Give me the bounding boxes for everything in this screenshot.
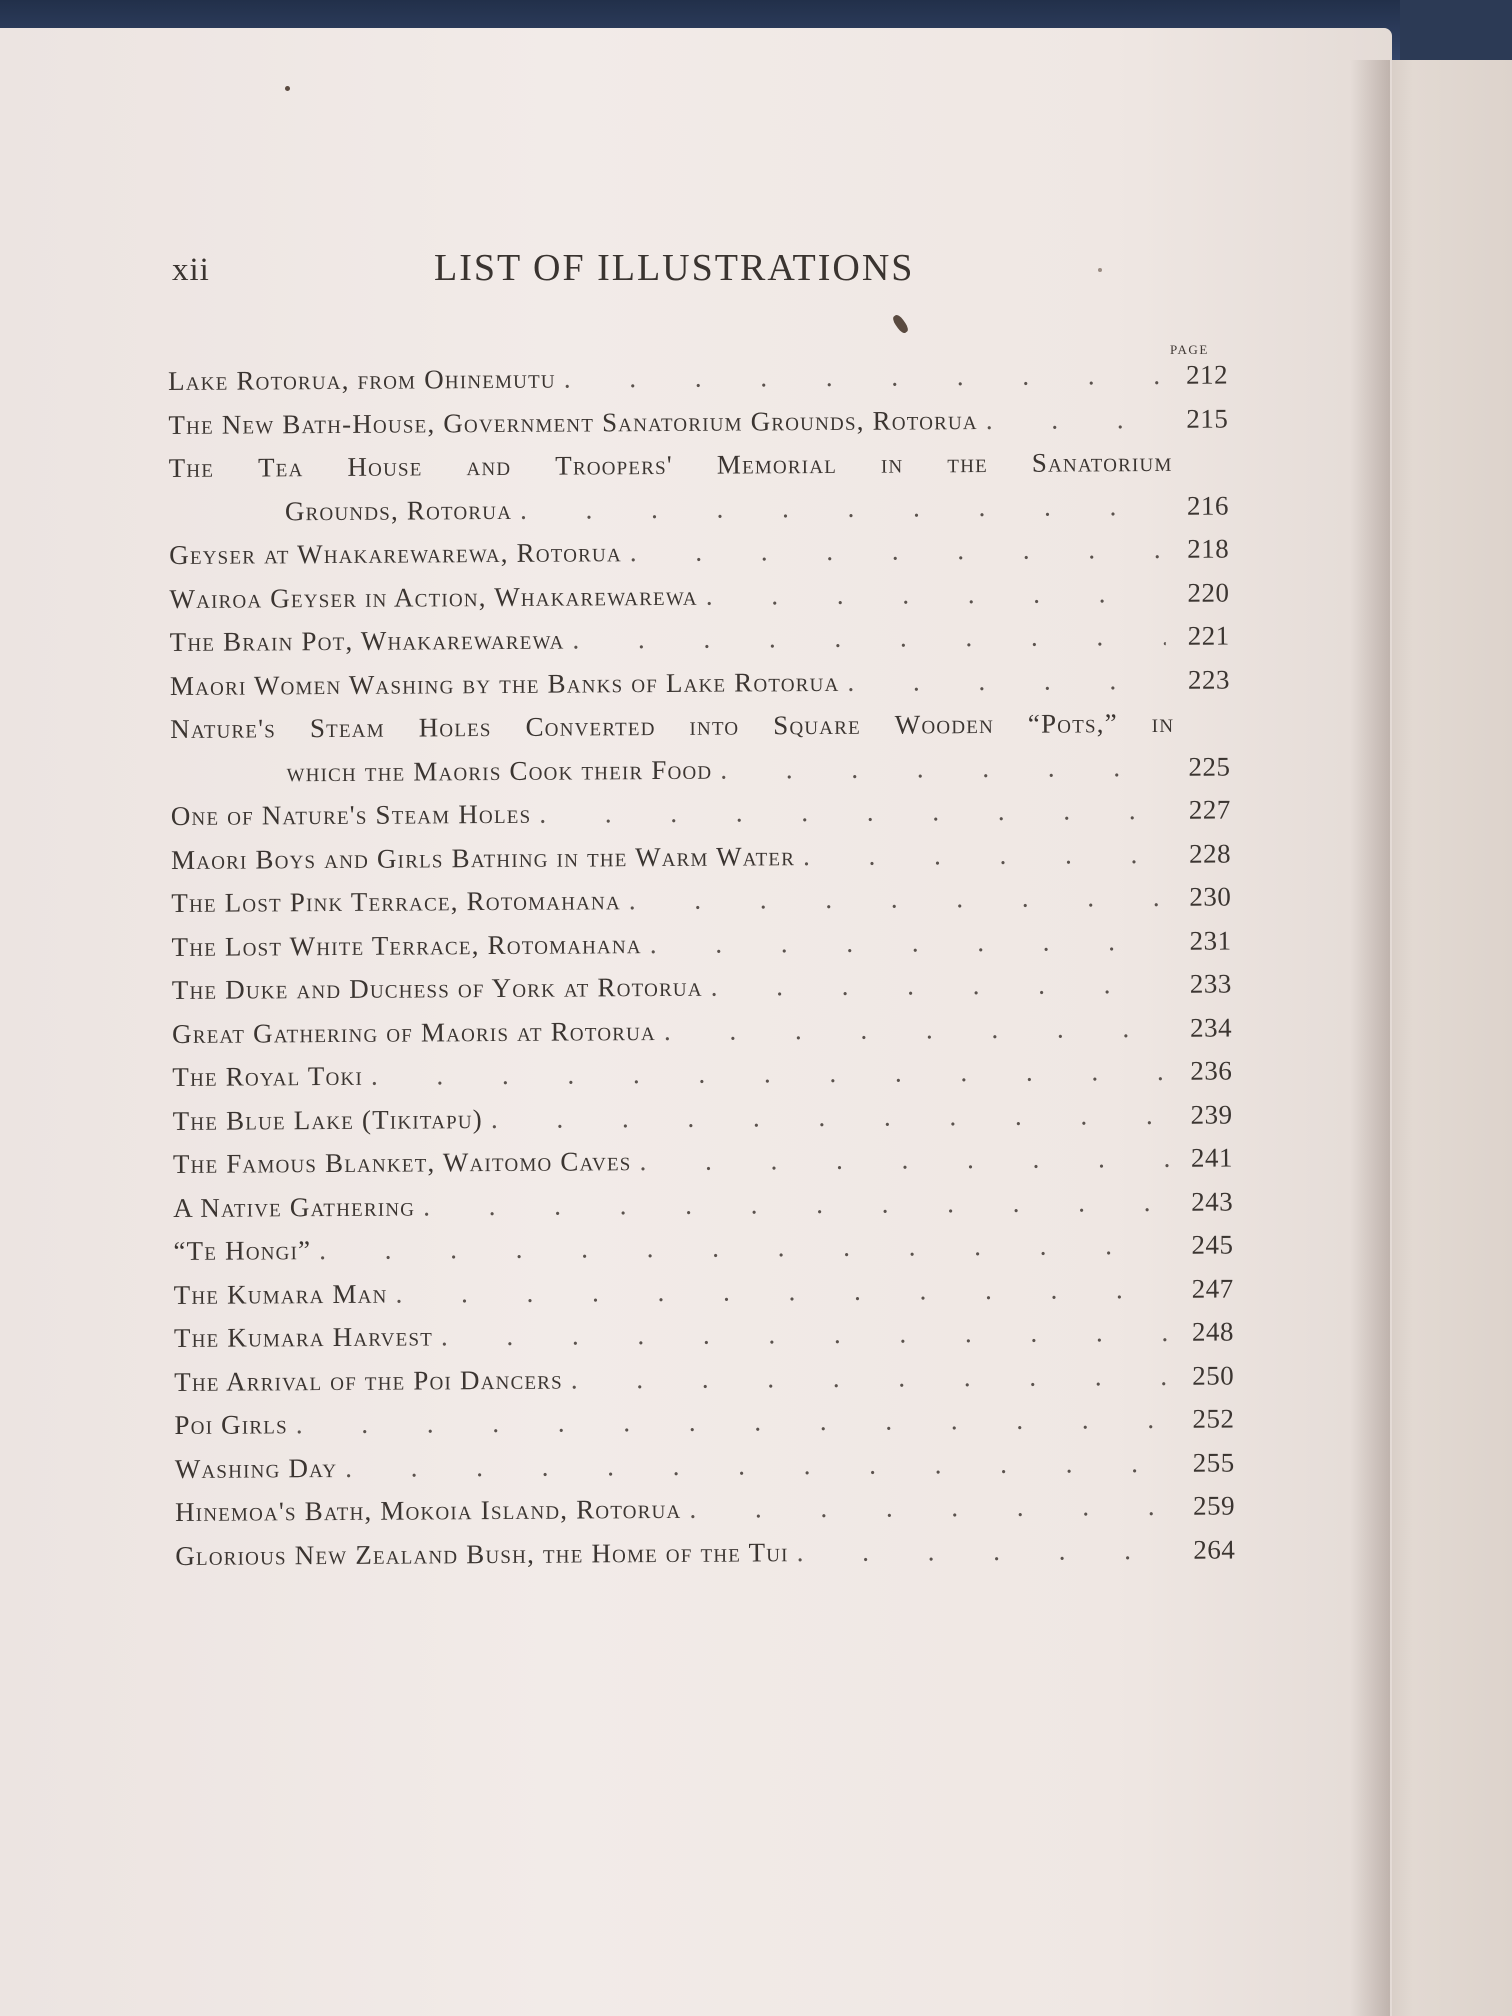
book-page: [0, 28, 1392, 2016]
entry-title-word: Converted: [525, 711, 656, 742]
list-item: [171, 832, 1231, 882]
entry-title-word: Sanatorium: [1031, 446, 1173, 478]
list-item: [174, 1398, 1234, 1448]
list-item: [171, 919, 1231, 969]
entry-page-number: 247: [1191, 1273, 1234, 1304]
entry-title-line2: which the Maoris Cook their Food: [286, 754, 713, 787]
entry-title: The New Bath-House, Government Sanatorium Grounds, Rotorua: [168, 404, 978, 440]
gutter-shadow: [1350, 60, 1390, 2016]
entry-page-number: 223: [1187, 664, 1231, 695]
entry-title: Maori Boys and Girls Bathing in the Warm Water: [170, 840, 796, 875]
list-item: [169, 441, 1230, 534]
entry-page-number: 252: [1192, 1403, 1235, 1434]
entry-page-number: 221: [1187, 620, 1230, 651]
dot-leader: [847, 658, 1166, 703]
dot-leader: [629, 876, 1168, 923]
list-item: [168, 397, 1228, 447]
entry-page-number: 255: [1192, 1447, 1235, 1478]
list-item: [174, 1311, 1234, 1361]
entry-title-word: Troopers': [555, 449, 673, 481]
dot-leader: [345, 1441, 1171, 1490]
list-item: [172, 1050, 1232, 1100]
list-item: [170, 615, 1230, 665]
list-item: [175, 1441, 1235, 1491]
list-item: [171, 876, 1231, 926]
running-head: [172, 246, 1212, 302]
list-item: [170, 658, 1230, 708]
entry-page-number: 245: [1191, 1229, 1234, 1260]
dot-leader: [630, 528, 1166, 575]
list-item: [168, 354, 1228, 404]
entry-page-number: 220: [1187, 577, 1230, 608]
dot-leader: [664, 1006, 1168, 1053]
dot-leader: [441, 1311, 1170, 1359]
entry-title: The Brain Pot, Whakarewarewa: [169, 624, 565, 657]
dot-leader: [706, 571, 1166, 617]
dot-leader: [797, 1528, 1172, 1574]
entry-title-word: the: [947, 447, 988, 479]
entry-title: Geyser at Whakarewarewa, Rotorua: [169, 537, 622, 570]
ink-speck: [891, 313, 910, 335]
page-title: LIST OF ILLUSTRATIONS: [434, 247, 915, 289]
dot-leader: [371, 1050, 1169, 1098]
entry-page-number: 228: [1188, 838, 1232, 869]
dot-leader: [720, 745, 1166, 791]
dot-leader: [491, 1093, 1169, 1141]
page-number-folio: xii: [172, 252, 210, 288]
entry-title: Poi Girls: [174, 1409, 288, 1440]
entry-title: Great Gathering of Maoris at Rotorua: [172, 1015, 656, 1049]
entry-title: One of Nature's Steam Holes: [170, 798, 532, 831]
entry-page-number: 225: [1188, 751, 1231, 782]
list-item: [175, 1485, 1235, 1535]
entry-page-number: 241: [1190, 1142, 1233, 1173]
list-item: [170, 702, 1231, 795]
entry-page-number: 212: [1186, 359, 1229, 390]
entry-title: The Kumara Harvest: [173, 1321, 434, 1353]
entry-page-number: 250: [1192, 1360, 1235, 1391]
entry-title-word: Square: [773, 709, 861, 741]
entry-title: Glorious New Zealand Bush, the Home of the Tui: [175, 1536, 789, 1571]
entry-title-word: Holes: [418, 712, 492, 743]
entry-page-number: 218: [1187, 533, 1230, 564]
entry-title-word: The: [168, 452, 215, 483]
entry-title: The Royal Toki: [172, 1060, 364, 1092]
dot-leader: [639, 1137, 1169, 1184]
entry-title-word: Wooden: [894, 708, 995, 740]
entry-page-number: 231: [1189, 925, 1232, 956]
entry-page-number: 233: [1189, 968, 1232, 999]
dot-leader: [520, 484, 1165, 531]
list-item: [169, 528, 1229, 578]
ink-speck: [285, 86, 290, 91]
entry-title-word: “Pots,”: [1027, 708, 1118, 739]
entry-title-word: in: [880, 448, 904, 479]
dot-leader: [571, 1354, 1171, 1401]
entry-title: The Duke and Duchess of York at Rotorua: [171, 971, 703, 1005]
entry-title-word: Tea: [257, 452, 304, 483]
page-column-header: page: [1170, 338, 1209, 358]
entry-title: Washing Day: [174, 1452, 338, 1484]
list-item: [173, 1224, 1233, 1274]
entry-title-line2: Grounds, Rotorua: [284, 494, 513, 526]
list-item: [169, 571, 1229, 621]
entry-title: The Kumara Man: [173, 1278, 388, 1310]
dot-leader: [711, 963, 1168, 1009]
entry-page-number: 239: [1190, 1099, 1233, 1130]
list-item: [174, 1267, 1234, 1317]
entry-title-line1: [170, 702, 1230, 752]
entry-title: Hinemoa's Bath, Mokoia Island, Rotorua: [174, 1493, 682, 1527]
entry-title-word: House: [347, 451, 423, 482]
entry-page-number: 227: [1188, 794, 1231, 825]
entry-page-number: 243: [1191, 1186, 1234, 1217]
dot-leader: [564, 354, 1165, 401]
entry-title: Maori Women Washing by the Banks of Lake Rotorua: [169, 666, 840, 701]
list-item: [174, 1354, 1234, 1404]
entry-title: Wairoa Geyser in Action, Whakarewarewa: [169, 580, 698, 614]
list-item: [173, 1137, 1233, 1187]
entry-page-number: 216: [1186, 490, 1229, 521]
list-item: [172, 963, 1232, 1013]
entry-title: The Lost White Terrace, Rotomahana: [171, 928, 642, 962]
list-item: [173, 1180, 1233, 1230]
list-item: [172, 1006, 1232, 1056]
entry-title: A Native Gathering: [173, 1191, 416, 1223]
entry-page-number: 215: [1186, 403, 1229, 434]
dot-leader: [395, 1267, 1169, 1315]
entry-title: The Famous Blanket, Waitomo Caves: [172, 1146, 632, 1179]
entry-title: The Arrival of the Poi Dancers: [174, 1364, 563, 1397]
list-item: [171, 789, 1231, 839]
entry-title-word: Nature's: [170, 713, 277, 744]
entry-title-line1: [169, 441, 1229, 491]
list-item: [175, 1528, 1235, 1578]
entry-page-number: 264: [1193, 1534, 1236, 1565]
entry-page-number: 259: [1192, 1490, 1236, 1521]
dot-leader: [650, 919, 1168, 966]
dot-leader: [986, 397, 1165, 442]
entry-title: “Te Hongi”: [173, 1235, 312, 1266]
dot-leader: [539, 789, 1167, 836]
entry-title-word: in: [1151, 707, 1175, 738]
dot-leader: [803, 832, 1167, 878]
illustrations-list: [168, 354, 1235, 1578]
entry-title-word: into: [689, 710, 740, 741]
entry-page-number: 236: [1190, 1055, 1233, 1086]
entry-title-word: Steam: [309, 712, 385, 744]
entry-page-number: 234: [1190, 1012, 1233, 1043]
entry-title: The Lost Pink Terrace, Rotomahana: [171, 885, 621, 918]
entry-title-word: Memorial: [716, 448, 838, 480]
dot-leader: [296, 1398, 1171, 1447]
entry-page-number: 248: [1191, 1316, 1235, 1347]
entry-title-word: and: [466, 450, 512, 482]
entry-page-number: 230: [1189, 881, 1232, 912]
dot-leader: [319, 1224, 1169, 1273]
dot-leader: [689, 1485, 1171, 1531]
list-item: [173, 1093, 1233, 1143]
ink-speck: [1098, 268, 1102, 272]
entry-title: Lake Rotorua, from Ohinemutu: [168, 363, 556, 396]
dot-leader: [423, 1180, 1169, 1228]
dot-leader: [572, 615, 1166, 662]
entry-title: The Blue Lake (Tikitapu): [172, 1103, 484, 1136]
